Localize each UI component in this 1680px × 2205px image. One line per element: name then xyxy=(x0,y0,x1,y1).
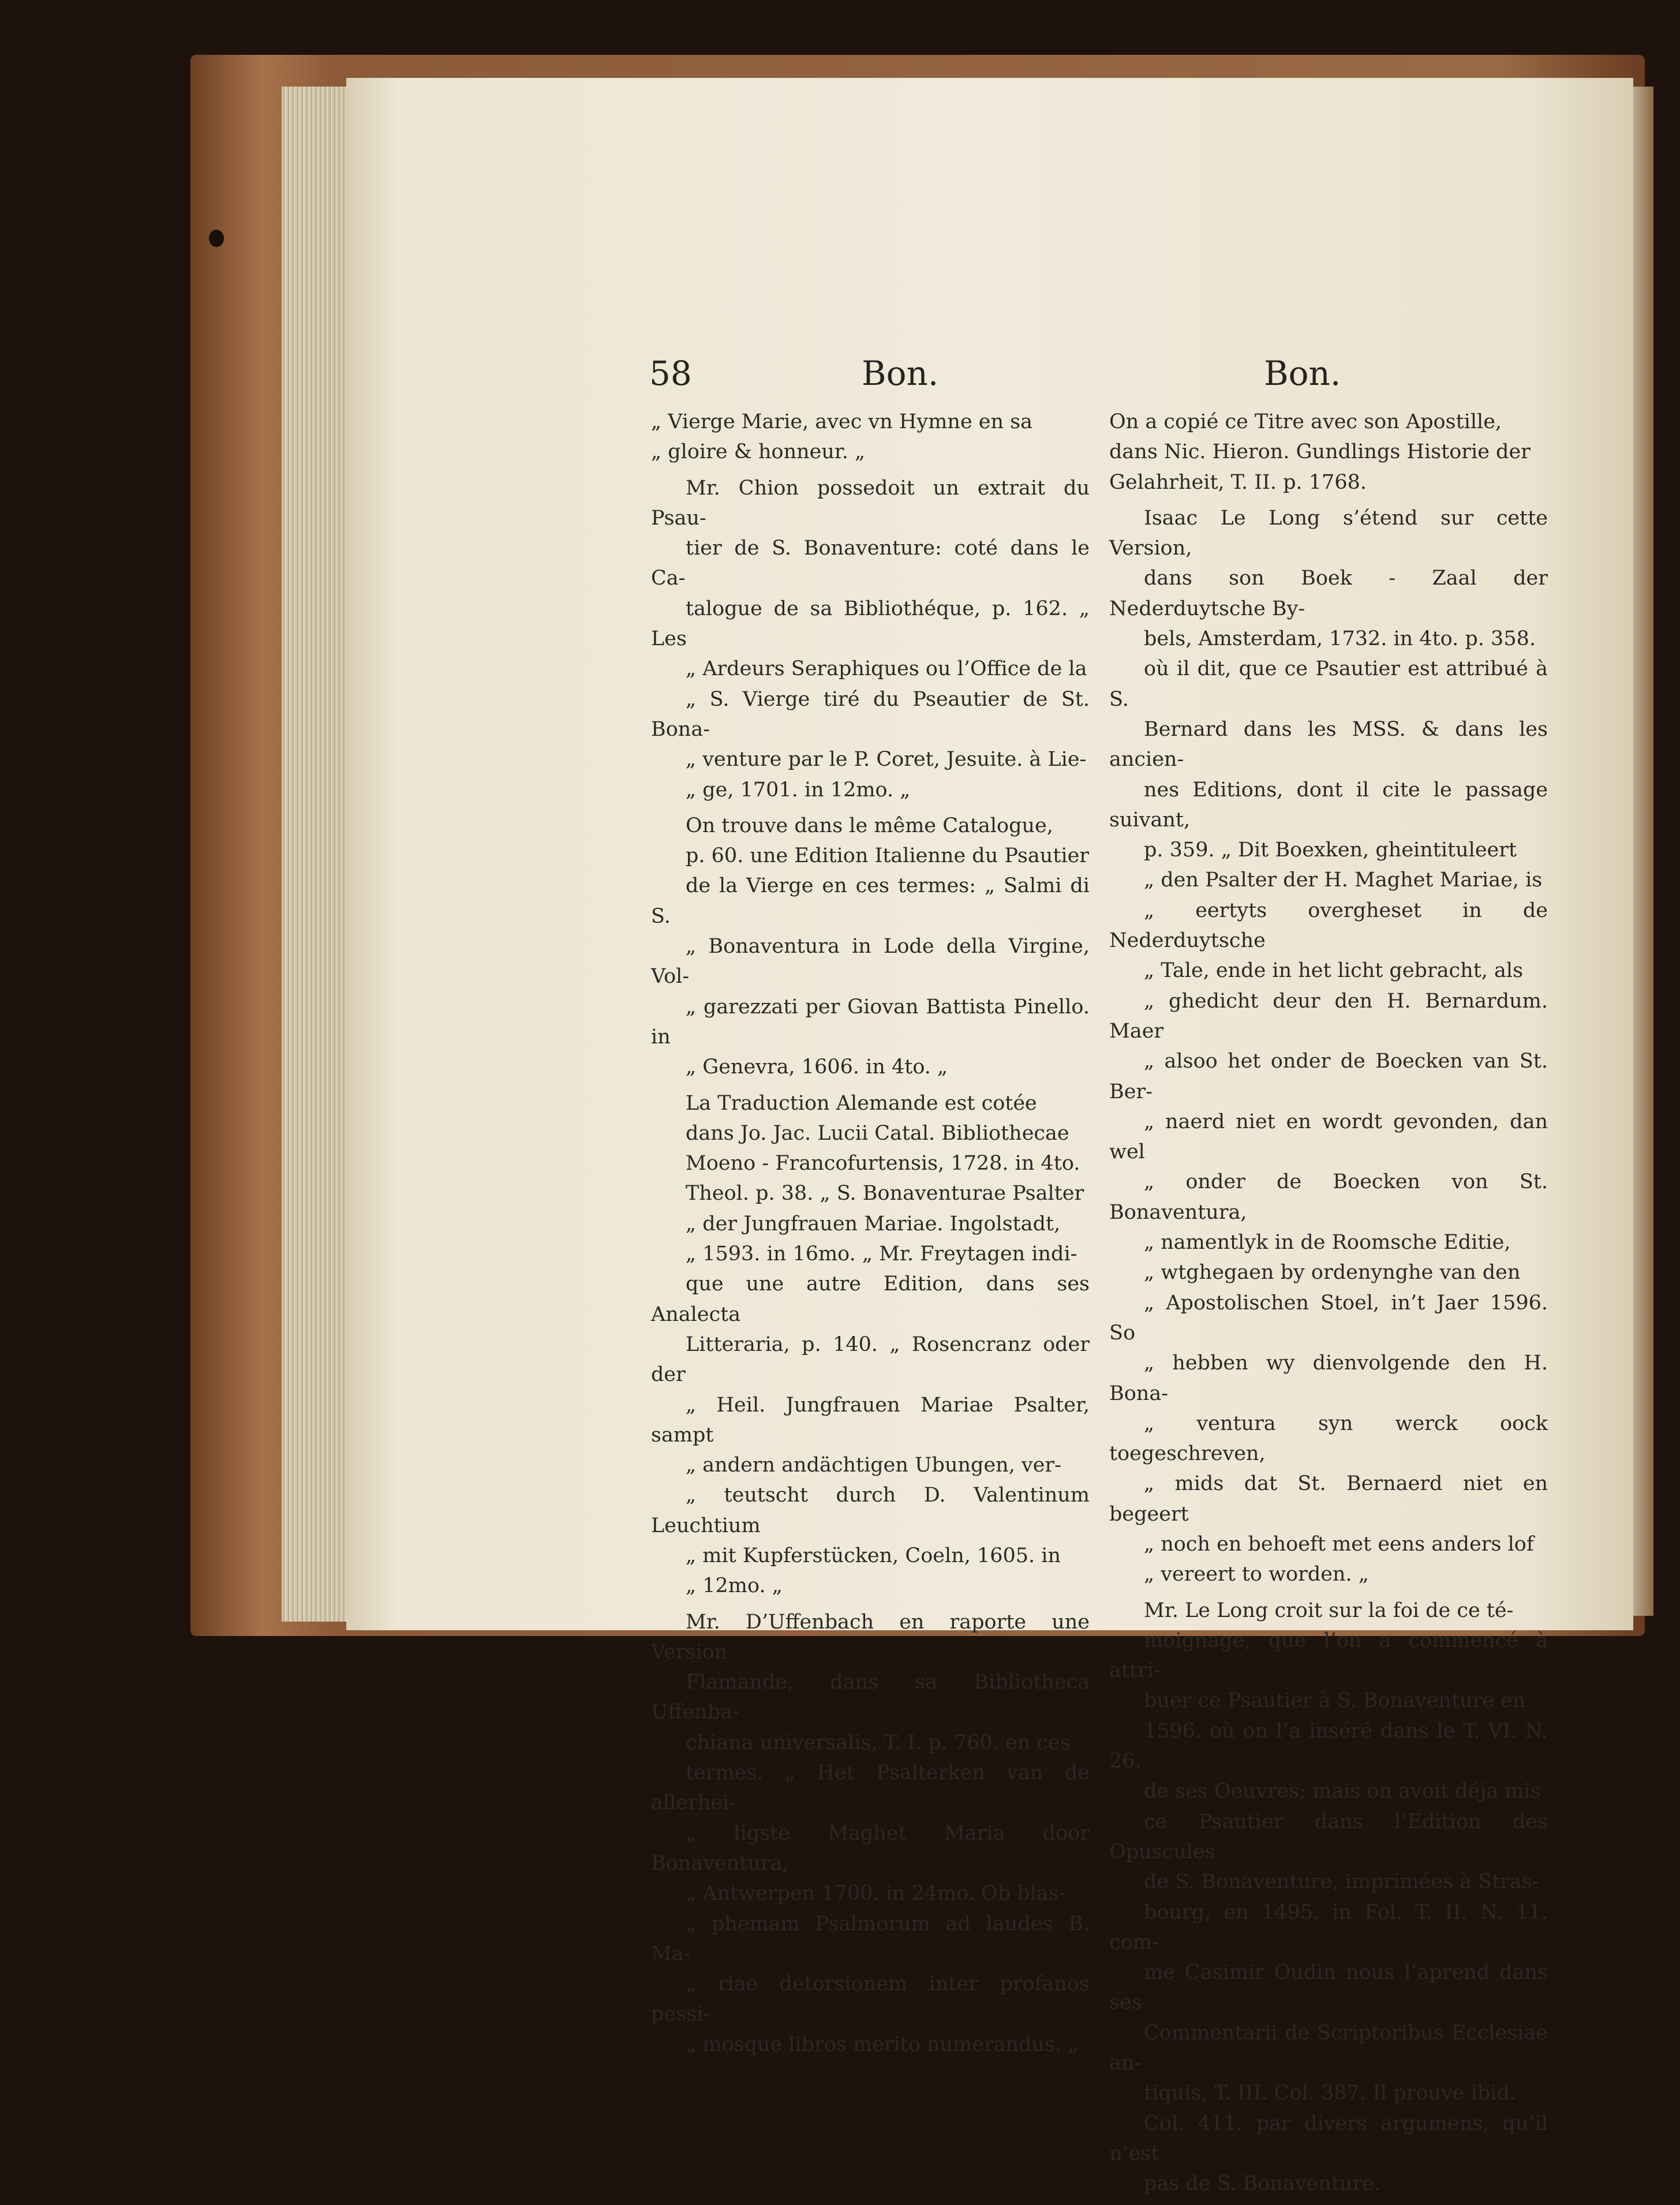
text-line: Flamande, dans sa Bibliotheca Uffenba- xyxy=(651,1671,1090,1724)
page-number: 58 xyxy=(649,354,692,393)
text-line: ce Psautier dans l’Edition des Opuscules xyxy=(1109,1810,1548,1863)
text-line: Mr. D’Uffenbach en raporte une Version xyxy=(651,1610,1090,1664)
paragraph xyxy=(651,473,1090,805)
text-line: „ ligste Maghet Maria door Bonaventura, xyxy=(651,1821,1090,1875)
text-line: Col. 411. par divers argumens, qu’il n’est xyxy=(1109,2112,1548,2165)
text-line: „ ghedicht deur den H. Bernardum. Maer xyxy=(1109,989,1548,1043)
paragraph xyxy=(1109,503,1548,1590)
cover-hole xyxy=(209,230,224,247)
text-line: La Traduction Alemande est cotée xyxy=(686,1091,1037,1115)
text-line: „ Apostolischen Stoel, in’t Jaer 1596. So xyxy=(1109,1291,1548,1345)
text-line: de ses Oeuvres; mais on avoit déja mis xyxy=(1144,1780,1541,1803)
text-line: tier de S. Bonaventure: coté dans le Ca- xyxy=(651,537,1090,590)
text-line: bels, Amsterdam, 1732. in 4to. p. 358. xyxy=(1144,627,1536,651)
text-line: Mr. Chion possedoit un extrait du Psau- xyxy=(651,476,1090,530)
text-line: „ gloire & honneur. „ xyxy=(651,440,866,464)
text-line: „ eertyts overgheset in de Nederduytsche xyxy=(1109,899,1548,953)
right-running-head: Bon. xyxy=(1264,354,1341,393)
text-line: moignage, que l’on a commencé à attri- xyxy=(1109,1629,1548,1683)
text-line: „ Ardeurs Seraphiques ou l’Office de la xyxy=(686,657,1087,681)
paragraph xyxy=(651,407,1090,467)
book-page xyxy=(346,78,1633,2196)
text-line: On trouve dans le même Catalogue, xyxy=(686,814,1053,837)
paragraph xyxy=(651,1088,1090,1601)
text-line: chiana universalis, T. I. p. 760. en ces xyxy=(686,1731,1071,1754)
text-line: Bernard dans les MSS. & dans les ancien- xyxy=(1109,717,1548,772)
text-line: me Casimir Oudin nous l’aprend dans ses xyxy=(1109,1961,1548,2015)
text-line: „ wtghegaen by ordenynghe van den xyxy=(1144,1261,1521,1285)
text-line: „ 12mo. „ xyxy=(686,1574,783,1598)
text-line: „ teutscht durch D. Valentinum Leuchtium xyxy=(651,1484,1090,1537)
text-line: „ garezzati per Giovan Battista Pinello. in xyxy=(651,995,1090,1049)
text-line: „ venture par le P. Coret, Jesuite. à Lie- xyxy=(686,748,1087,772)
paragraph xyxy=(1109,407,1548,497)
text-line: où il dit, que ce Psautier est attribué à S. xyxy=(1109,657,1548,711)
text-line: „ namentlyk in de Roomsche Editie, xyxy=(1144,1231,1511,1255)
text-line: Moeno - Francofurtensis, 1728. in 4to. xyxy=(686,1152,1080,1175)
text-line: „ hebben wy dienvolgende den H. Bona- xyxy=(1109,1352,1548,1405)
paragraph xyxy=(651,811,1090,1083)
text-line: „ vereert to worden. „ xyxy=(1144,1563,1369,1586)
text-line: bourg, en 1495. in Fol. T. II. N. 11. com- xyxy=(1109,1900,1548,1954)
text-line: talogue de sa Bibliothéque, p. 162. „ Les xyxy=(651,597,1090,651)
text-line: „ Antwerpen 1700. in 24mo. Ob blas- xyxy=(686,1882,1066,1905)
text-line: dans Jo. Jac. Lucii Catal. Bibliothecae xyxy=(686,1121,1069,1145)
text-line: de S. Bonaventure, imprimées à Stras- xyxy=(1144,1870,1539,1894)
text-line: p. 359. „ Dit Boexken, gheintituleert xyxy=(1144,838,1517,862)
text-line: „ Genevra, 1606. in 4to. „ xyxy=(686,1055,948,1079)
text-line: que une autre Edition, dans ses Analecta xyxy=(651,1272,1090,1326)
text-line: „ riae detorsionem inter profanos pessi- xyxy=(651,1972,1090,2026)
text-line: „ Tale, ende in het licht gebracht, als xyxy=(1144,959,1524,983)
text-line: „ onder de Boecken von St. Bonaventura, xyxy=(1109,1170,1548,1224)
page-edges xyxy=(282,87,354,1622)
paragraph xyxy=(1109,1596,1548,2199)
text-line: „ Heil. Jungfrauen Mariae Psalter, sampt xyxy=(651,1393,1090,1447)
right-column xyxy=(1109,407,1548,2205)
text-line: buer ce Psautier à S. Bonaventure en xyxy=(1144,1689,1526,1713)
text-line: nes Editions, dont il cite le passage suivant, xyxy=(1109,778,1548,832)
text-line: p. 60. une Edition Italienne du Psautier xyxy=(686,844,1090,868)
text-line: Theol. p. 38. „ S. Bonaventurae Psalter xyxy=(686,1182,1084,1206)
text-line: „ phemam Psalmorum ad laudes B. Ma- xyxy=(651,1912,1090,1966)
text-line: „ den Psalter der H. Maghet Mariae, is xyxy=(1144,868,1543,892)
left-running-head: Bon. xyxy=(862,354,939,393)
text-line: „ ge, 1701. in 12mo. „ xyxy=(686,778,911,802)
text-line: „ noch en behoeft met eens anders lof xyxy=(1144,1532,1534,1556)
text-line: „ mids dat St. Bernaerd niet en begeert xyxy=(1109,1472,1548,1526)
text-line: „ andern andächtigen Ubungen, ver- xyxy=(686,1454,1061,1477)
text-line: pas de S. Bonaventure. xyxy=(1144,2172,1380,2196)
text-line: termes. „ Het Psalterken van de allerhei- xyxy=(651,1761,1090,1815)
text-line: 1596. où on l’a inséré dans le T. VI. N. 26. xyxy=(1109,1719,1548,1773)
text-line: Litteraria, p. 140. „ Rosencranz oder der xyxy=(651,1332,1090,1387)
text-line: „ S. Vierge tiré du Pseautier de St. Bona- xyxy=(651,687,1090,741)
text-line: Commentarii de Scriptoribus Ecclesiae an- xyxy=(1109,2021,1548,2075)
text-line: Mr. Le Long croit sur la foi de ce té- xyxy=(1144,1598,1514,1622)
text-line: „ Bonaventura in Lode della Virgine, Vol- xyxy=(651,935,1090,989)
text-line: de la Vierge en ces termes: „ Salmi di S. xyxy=(651,874,1090,928)
text-line: „ alsoo het onder de Boecken van St. Ber- xyxy=(1109,1050,1548,1103)
text-line: „ 1593. in 16mo. „ Mr. Freytagen indi- xyxy=(686,1242,1077,1266)
left-column xyxy=(651,407,1090,2065)
text-line: Gelahrheit, T. II. p. 1768. xyxy=(1109,470,1367,494)
text-line: „ der Jungfrauen Mariae. Ingolstadt, xyxy=(686,1212,1061,1236)
text-line: tiquis, T. III. Col. 387. Il prouve ibid. xyxy=(1144,2082,1516,2105)
text-line: dans Nic. Hieron. Gundlings Historie der xyxy=(1109,440,1531,464)
text-line: „ Vierge Marie, avec vn Hymne en sa xyxy=(651,410,1032,433)
text-line: „ mit Kupferstücken, Coeln, 1605. in xyxy=(686,1544,1061,1567)
paragraph xyxy=(651,1607,1090,2060)
text-line: „ ventura syn werck oock toegeschreven, xyxy=(1109,1412,1548,1466)
text-line: „ naerd niet en wordt gevonden, dan wel xyxy=(1109,1110,1548,1164)
text-line: On a copié ce Titre avec son Apostille, xyxy=(1109,410,1502,433)
text-line: „ mosque libros merito numerandus. „ xyxy=(686,2032,1079,2056)
text-line: dans son Boek - Zaal der Nederduytsche By- xyxy=(1109,567,1548,620)
text-line: Isaac Le Long s’étend sur cette Version, xyxy=(1109,506,1548,560)
